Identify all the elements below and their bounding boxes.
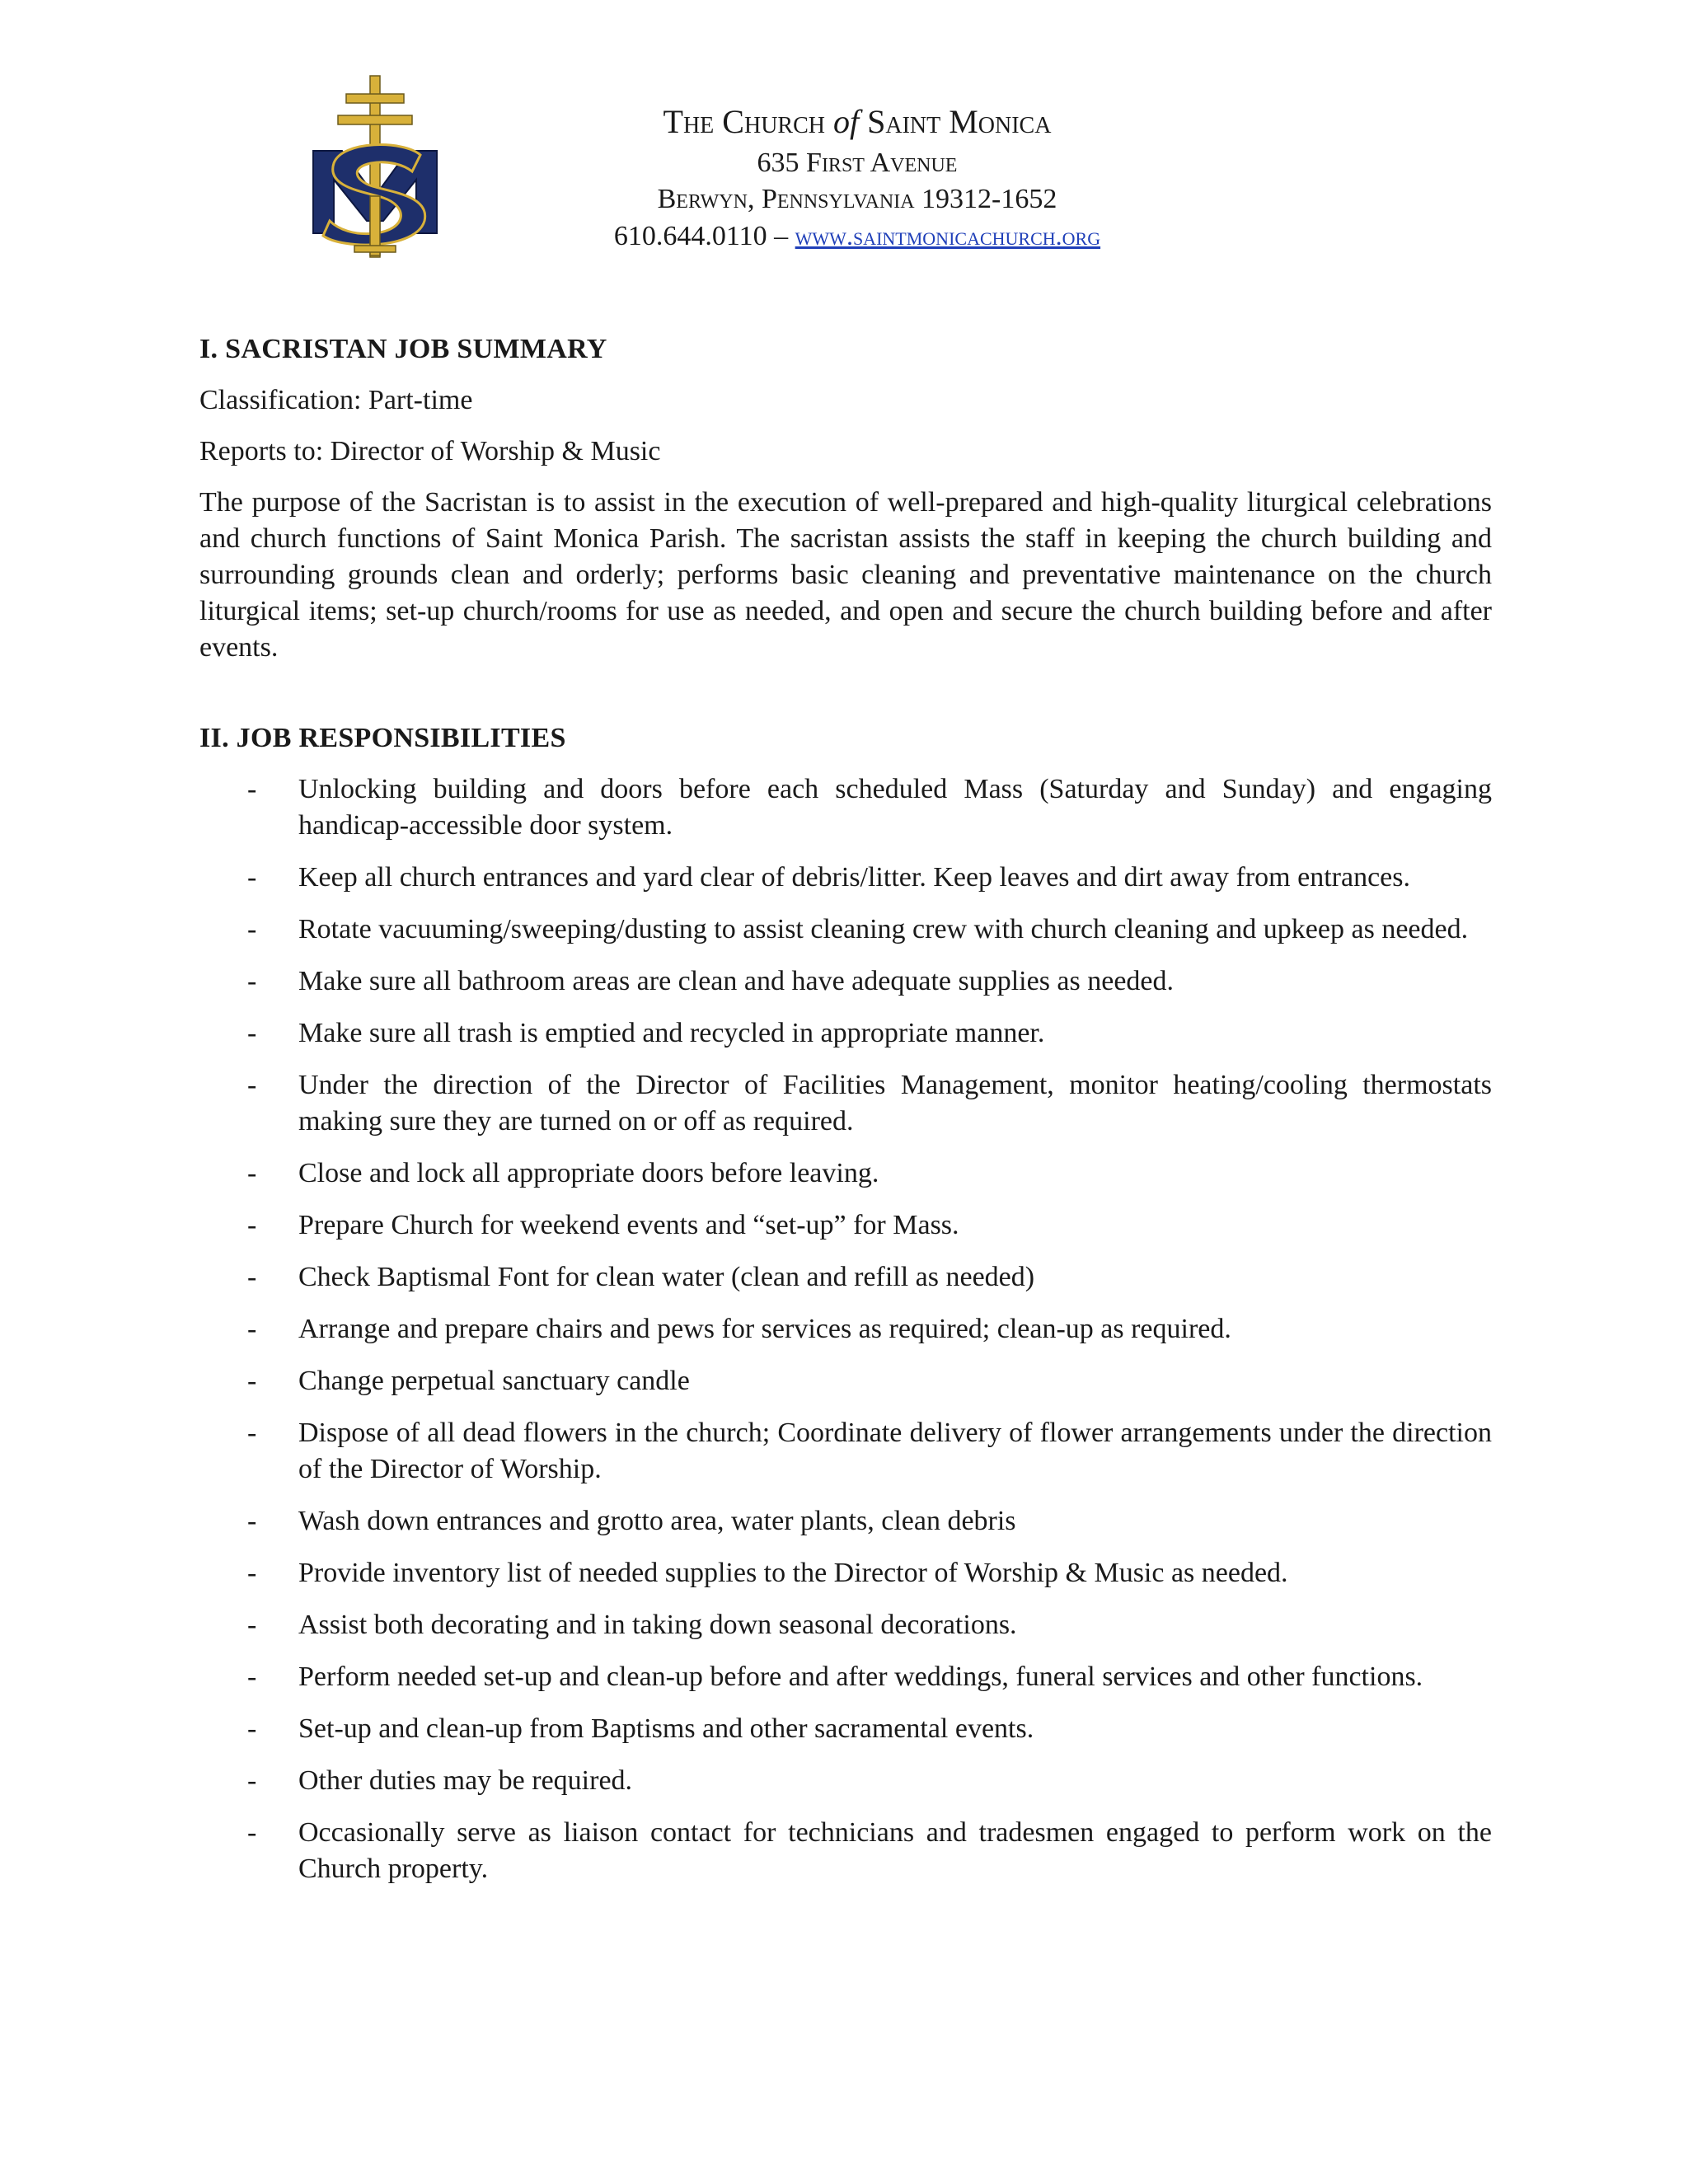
responsibilities-list [199,771,1492,1887]
bullet-dash: - [247,1817,257,1848]
list-item-text: Wash down entrances and grotto area, water plants, clean debris [298,1506,1016,1536]
list-item-text: Close and lock all appropriate doors before leaving. [298,1158,879,1188]
bullet-dash: - [247,862,257,893]
church-name [495,99,1220,145]
list-item [199,1207,1492,1244]
bullet-dash: - [247,914,257,944]
bullet-dash: - [247,1158,257,1188]
contact-line [495,218,1220,255]
reports-to-text: Reports to: Director of Worship & Music [199,436,661,466]
list-item [199,1155,1492,1192]
bullet-dash: - [247,1366,257,1396]
list-item-text: Unlocking building and doors before each scheduled Mass (Saturday and Sunday) and engaging handicap-accessible door system. [298,774,1492,841]
bullet-dash: - [247,1418,257,1448]
list-item-text: Occasionally serve as liaison contact for technicians and tradesmen engaged to perform work on the Church property. [298,1817,1492,1884]
church-name-part2: Saint Monica [867,103,1052,140]
list-item-text: Prepare Church for weekend events and “set-up” for Mass. [298,1210,959,1240]
list-item [199,912,1492,948]
job-summary-paragraph: The purpose of the Sacristan is to assist in the execution of well-prepared and high-quality liturgical celebrations and church functions of Saint Monica Parish. The sacristan assists the staff in keeping the church building and surrounding grounds clean and orderly; performs basic cleaning and preventative maintenance on the church liturgical items; set-up church/rooms for use as needed, and open and secure the church building before and after events. [199,487,1492,663]
list-item-text: Make sure all trash is emptied and recycled in appropriate manner. [298,1018,1045,1048]
list-item [199,1659,1492,1695]
list-item [199,1015,1492,1052]
list-item-text: Set-up and clean-up from Baptisms and other sacramental events. [298,1713,1034,1744]
bullet-dash: - [247,1262,257,1292]
list-item [199,860,1492,896]
list-item [199,1259,1492,1296]
list-item-text: Under the direction of the Director of Facilities Management, monitor heating/cooling thermostats making sure they are turned on or off as required. [298,1070,1492,1137]
phone-number: 610.644.0110 [613,221,767,251]
list-item [199,1503,1492,1540]
list-item-text: Keep all church entrances and yard clear of debris/litter. Keep leaves and dirt away from entrances. [298,862,1410,893]
list-item-text: Dispose of all dead flowers in the church; Coordinate delivery of flower arrangements under the direction of the Director of Worship. [298,1418,1492,1484]
list-item-text: Check Baptismal Font for clean water (clean and refill as needed) [298,1262,1035,1292]
list-item [199,963,1492,1000]
list-item [199,1607,1492,1643]
bullet-dash: - [247,1314,257,1344]
list-item-text: Change perpetual sanctuary candle [298,1366,690,1396]
section-1-heading: I. SACRISTAN JOB SUMMARY [199,334,607,364]
bullet-dash: - [247,1610,257,1640]
bullet-dash: - [247,1713,257,1744]
document-body [199,330,1492,1903]
bullet-dash: - [247,1210,257,1240]
bullet-dash: - [247,774,257,804]
list-item [199,771,1492,844]
contact-separator: – [774,221,789,251]
list-item [199,1711,1492,1747]
list-item [199,1311,1492,1347]
list-item-text: Assist both decorating and in taking down seasonal decorations. [298,1610,1017,1640]
bullet-dash: - [247,1070,257,1100]
list-item-text: Other duties may be required. [298,1765,633,1796]
bullet-dash: - [247,966,257,996]
list-item [199,1415,1492,1488]
list-item-text: Make sure all bathroom areas are clean and have adequate supplies as needed. [298,966,1175,996]
address-line-2: Berwyn, Pennsylvania 19312-1652 [657,184,1057,214]
list-item-text: Provide inventory list of needed supplies to the Director of Worship & Music as needed. [298,1558,1288,1588]
bullet-dash: - [247,1765,257,1796]
list-item-text: Rotate vacuuming/sweeping/dusting to assist cleaning crew with church cleaning and upkeep as needed. [298,914,1469,944]
bullet-dash: - [247,1558,257,1588]
list-item [199,1763,1492,1799]
bullet-dash: - [247,1018,257,1048]
website-link[interactable]: www.saintmonicachurch.org [795,221,1101,251]
list-item [199,1067,1492,1140]
bullet-dash: - [247,1506,257,1536]
classification-text: Classification: Part-time [199,385,473,415]
list-item-text: Perform needed set-up and clean-up before and after weddings, funeral services and other functions. [298,1661,1423,1692]
list-item [199,1363,1492,1399]
church-logo-icon [305,73,445,260]
section-2-heading: II. JOB RESPONSIBILITIES [199,723,566,753]
list-item [199,1555,1492,1591]
letterhead [495,99,1220,255]
bullet-dash: - [247,1661,257,1692]
list-item [199,1815,1492,1887]
church-name-part1: The Church [663,103,825,140]
church-name-of: of [832,103,860,140]
address-line-1: 635 First Avenue [757,148,958,178]
list-item-text: Arrange and prepare chairs and pews for services as required; clean-up as required. [298,1314,1231,1344]
